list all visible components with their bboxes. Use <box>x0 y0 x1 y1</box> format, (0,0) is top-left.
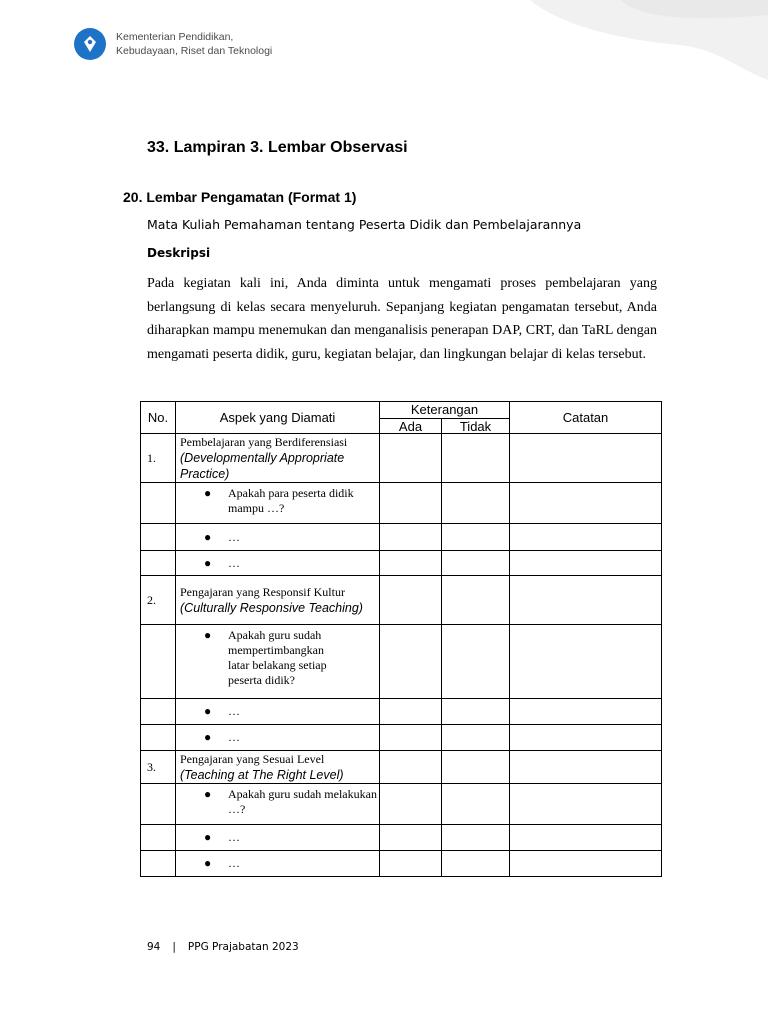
catatan-cell[interactable] <box>510 483 662 524</box>
ada-cell[interactable] <box>380 551 442 576</box>
catatan-cell[interactable] <box>510 784 662 825</box>
item-text: Apakah guru sudah mempertimbangkan latar belakang setiap peserta didik? <box>228 628 327 687</box>
list-item: ● … <box>204 730 240 744</box>
ada-cell[interactable] <box>380 851 442 877</box>
aspect-title <box>176 751 380 784</box>
tidak-cell[interactable] <box>442 625 510 699</box>
table-row <box>141 784 662 825</box>
decorative-background <box>0 0 768 150</box>
ministry-name-line1: Kementerian Pendidikan, <box>116 31 234 43</box>
ministry-name-line2: Kebudayaan, Riset dan Teknologi <box>116 45 273 57</box>
catatan-cell[interactable] <box>510 851 662 877</box>
table-row <box>141 725 662 751</box>
aspect-title-id: Pengajaran yang Responsif Kultur <box>180 584 345 599</box>
page-heading: 33. Lampiran 3. Lembar Observasi <box>147 139 408 156</box>
tidak-cell[interactable] <box>442 725 510 751</box>
ministry-name <box>116 30 272 58</box>
row-number: 2. <box>141 576 176 625</box>
tidak-cell[interactable] <box>442 851 510 877</box>
catatan-cell[interactable] <box>510 699 662 725</box>
header-keterangan: Keterangan <box>380 402 510 419</box>
list-item: ● … <box>204 704 240 718</box>
item-text: … <box>228 529 240 544</box>
item-text: Apakah guru sudah melakukan …? <box>228 787 377 816</box>
item-text: … <box>228 856 240 870</box>
list-item: ● … <box>204 529 240 544</box>
item-text: … <box>228 704 240 718</box>
aspect-title-en: (Teaching at The Right Level) <box>180 767 344 782</box>
table-row <box>141 483 662 524</box>
table-row <box>141 576 662 625</box>
item-text: … <box>228 730 240 744</box>
tidak-cell[interactable] <box>442 699 510 725</box>
table-row <box>141 851 662 877</box>
catatan-cell[interactable] <box>510 825 662 851</box>
header-tidak: Tidak <box>442 419 510 434</box>
header-aspect: Aspek yang Diamati <box>176 402 380 434</box>
ada-cell[interactable] <box>380 699 442 725</box>
tidak-cell[interactable] <box>442 551 510 576</box>
list-item: ● Apakah para peserta didik mampu …? <box>176 486 379 516</box>
ada-cell[interactable] <box>380 524 442 551</box>
list-item: ● … <box>204 856 240 870</box>
aspect-title-en: (Culturally Responsive Teaching) <box>180 600 363 615</box>
list-item: ● Apakah guru sudah mempertimbangkan latar belakang setiap peserta didik? <box>176 628 379 688</box>
description-label: Deskripsi <box>147 246 211 260</box>
ada-cell[interactable] <box>380 434 442 483</box>
section-heading: 20. Lembar Pengamatan (Format 1) <box>123 189 357 205</box>
aspect-title-id: Pengajaran yang Sesuai Level <box>180 751 325 766</box>
ada-cell[interactable] <box>380 625 442 699</box>
list-item: ● … <box>204 830 240 844</box>
tidak-cell[interactable] <box>442 483 510 524</box>
aspect-title <box>176 576 380 625</box>
table-row <box>141 625 662 699</box>
ada-cell[interactable] <box>380 751 442 784</box>
catatan-cell[interactable] <box>510 524 662 551</box>
aspect-title <box>176 434 380 483</box>
footer-label: PPG Prajabatan 2023 <box>187 941 299 953</box>
catatan-cell[interactable] <box>510 751 662 784</box>
item-text: … <box>228 830 240 844</box>
tidak-cell[interactable] <box>442 784 510 825</box>
list-item: ● Apakah guru sudah melakukan …? <box>176 787 379 817</box>
catatan-cell[interactable] <box>510 434 662 483</box>
ada-cell[interactable] <box>380 725 442 751</box>
tidak-cell[interactable] <box>442 576 510 625</box>
aspect-title-id: Pembelajaran yang Berdiferensiasi <box>180 434 348 449</box>
catatan-cell[interactable] <box>510 576 662 625</box>
ada-cell[interactable] <box>380 784 442 825</box>
tidak-cell[interactable] <box>442 524 510 551</box>
table-row <box>141 524 662 551</box>
ada-cell[interactable] <box>380 576 442 625</box>
ada-cell[interactable] <box>380 825 442 851</box>
page-number: 94 <box>147 941 161 953</box>
table-row <box>141 699 662 725</box>
table-row <box>141 825 662 851</box>
header-ada: Ada <box>380 419 442 434</box>
tidak-cell[interactable] <box>442 434 510 483</box>
catatan-cell[interactable] <box>510 625 662 699</box>
description-paragraph: Pada kegiatan kali ini, Anda diminta untuk mengamati proses pembelajaran yang berlangsung di kelas secara menyeluruh. Sepanjang kegiatan pengamatan tersebut, Anda diharapkan mampu menemukan dan menganalisis penerapan DAP, CRT, dan TaRL dengan mengamati peserta didik, guru, kegiatan belajar, dan lingkungan belajar di kelas tersebut. <box>147 276 657 362</box>
catatan-cell[interactable] <box>510 551 662 576</box>
course-title: Mata Kuliah Pemahaman tentang Peserta Didik dan Pembelajarannya <box>147 217 582 232</box>
observation-table <box>140 401 662 877</box>
table-row <box>141 434 662 483</box>
row-number: 1. <box>141 434 176 483</box>
ministry-header <box>74 28 272 60</box>
footer-separator: | <box>172 941 176 953</box>
catatan-cell[interactable] <box>510 725 662 751</box>
item-text: … <box>228 555 240 570</box>
tidak-cell[interactable] <box>442 751 510 784</box>
item-text: Apakah para peserta didik mampu …? <box>228 486 354 515</box>
header-no: No. <box>141 402 176 434</box>
table-row <box>141 551 662 576</box>
page-footer <box>147 941 299 953</box>
list-item: ● … <box>204 555 240 570</box>
ada-cell[interactable] <box>380 483 442 524</box>
aspect-title-en: (Developmentally Appropriate Practice) <box>180 450 345 481</box>
tidak-cell[interactable] <box>442 825 510 851</box>
row-number: 3. <box>141 751 176 784</box>
header-catatan: Catatan <box>510 402 662 434</box>
table-row <box>141 751 662 784</box>
ministry-logo-icon <box>74 28 106 60</box>
